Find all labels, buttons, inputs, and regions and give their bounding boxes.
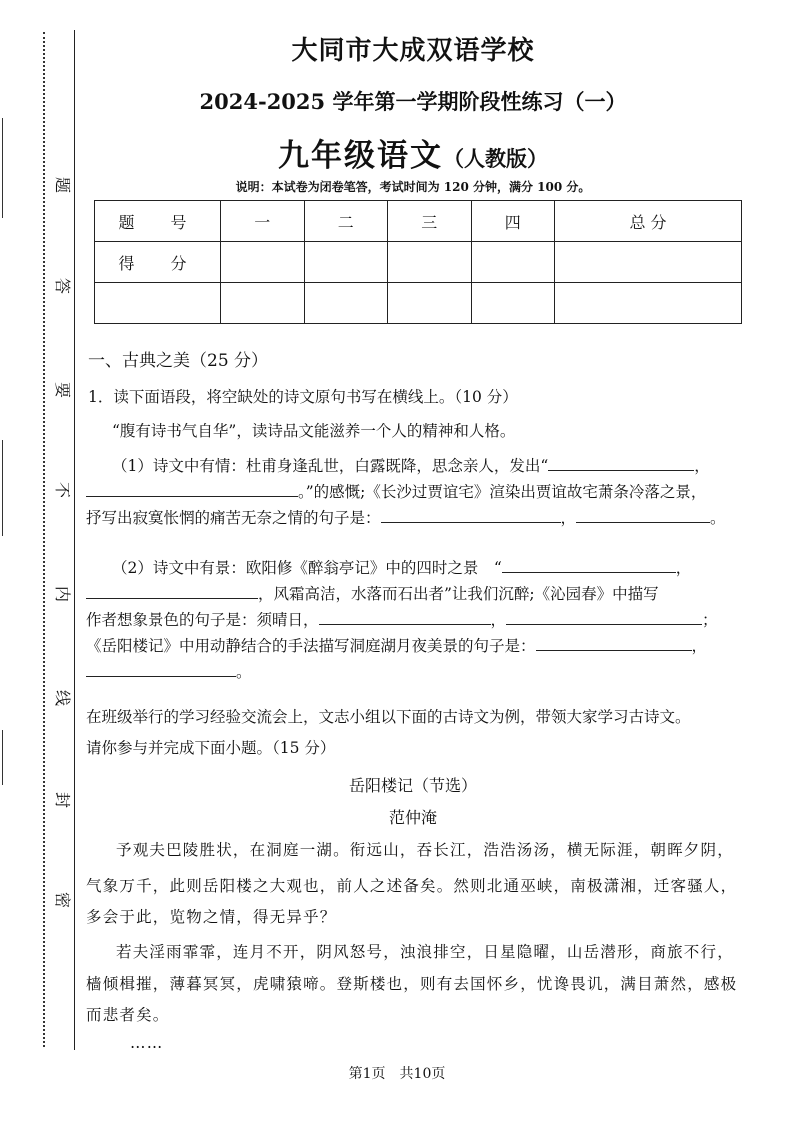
activity-intro-line2: 请你参与并完成下面小题。（15 分） xyxy=(86,739,336,757)
seal-char: 线 xyxy=(53,689,72,706)
score-input-cell[interactable] xyxy=(388,242,472,283)
answer-blank[interactable] xyxy=(506,608,702,625)
term-title: 2024-2025 学年第一学期阶段性练习（一） xyxy=(199,89,627,114)
passage-line: 气象万千，此则岳阳楼之大观也，前人之述备矣。然则北通巫峡，南极潇湘，迁客骚人， xyxy=(86,877,738,895)
question-1-part2-line1 xyxy=(112,556,691,579)
score-table xyxy=(94,200,742,324)
score-input-cell[interactable] xyxy=(471,283,555,324)
punctuation: 。 xyxy=(236,663,252,681)
school-name: 大同市大成双语学校 xyxy=(291,36,535,66)
score-input-cell[interactable] xyxy=(471,242,555,283)
question-text: （2）诗文中有景：欧阳修《醉翁亭记》中的四时之景 “ xyxy=(112,559,502,577)
question-text: ，风霜高洁，水落而石出者”让我们沉醉;《沁园春》中描写 xyxy=(258,585,659,603)
score-input-cell[interactable] xyxy=(304,242,388,283)
seal-char: 要 xyxy=(53,381,72,398)
question-text: 作者想象景色的句子是：须晴日， xyxy=(86,611,319,629)
question-1-intro: “腹有诗书气自华”，读诗品文能滋养一个人的精神和人格。 xyxy=(112,422,516,440)
section-title: 一、古典之美（25 分） xyxy=(88,351,269,371)
dotted-fold-line xyxy=(43,32,45,1047)
punctuation: ， xyxy=(560,509,577,527)
passage-ellipsis: …… xyxy=(130,1034,164,1052)
subject-title xyxy=(86,130,740,175)
punctuation: ， xyxy=(490,611,507,629)
seal-char: 答 xyxy=(53,277,72,294)
edge-fill-line xyxy=(2,730,3,785)
question-text: （1）诗文中有情：杜甫身逢乱世，白露既降，思念亲人，发出“ xyxy=(112,457,549,475)
score-cell-header: 四 xyxy=(471,201,555,242)
edge-fill-line xyxy=(2,118,3,218)
score-table-blank-row xyxy=(95,283,742,324)
score-table-score-row xyxy=(95,242,742,283)
answer-blank[interactable] xyxy=(576,506,710,523)
punctuation: ， xyxy=(675,559,692,577)
answer-blank[interactable] xyxy=(319,608,491,625)
binding-solid-line xyxy=(74,30,75,1050)
page-footer: 第1页 共10页 xyxy=(348,1066,446,1082)
answer-blank[interactable] xyxy=(548,454,694,471)
passage-line: 若夫淫雨霏霏，连月不开，阴风怒号，浊浪排空，日星隐曜，山岳潜形，商旅不行， xyxy=(116,943,734,961)
question-text: 。”的感慨;《长沙过贾谊宅》渲染出贾谊故宅萧条冷落之景， xyxy=(298,483,707,501)
score-cell-label: 题 号 xyxy=(95,201,221,242)
passage-line: 樯倾楫摧，薄暮冥冥，虎啸猿啼。登斯楼也，则有去国怀乡，忧谗畏讥，满目萧然，感极 xyxy=(86,975,738,993)
passage-line: 而悲者矣。 xyxy=(86,1006,170,1024)
question-1-part1-line2 xyxy=(86,480,706,503)
score-input-cell[interactable] xyxy=(304,283,388,324)
answer-blank[interactable] xyxy=(502,556,676,573)
seal-char: 内 xyxy=(53,585,72,602)
question-1-part1-line1 xyxy=(112,454,710,477)
punctuation: 。 xyxy=(710,509,726,527)
seal-char: 封 xyxy=(53,791,72,808)
question-1-prompt: 1．读下面语段，将空缺处的诗文原句书写在横线上。（10 分） xyxy=(88,388,518,406)
score-cell-header: 二 xyxy=(304,201,388,242)
question-text: 抒写出寂寞怅惘的痛苦无奈之情的句子是： xyxy=(86,509,381,527)
score-input-cell[interactable] xyxy=(555,242,742,283)
question-1-part2-line3 xyxy=(86,608,718,631)
activity-intro-line1: 在班级举行的学习经验交流会上，文志小组以下面的古诗文为例，带领大家学习古诗文。 xyxy=(86,708,691,726)
punctuation: ， xyxy=(691,637,708,655)
answer-blank[interactable] xyxy=(381,506,561,523)
score-input-cell[interactable] xyxy=(555,283,742,324)
answer-blank[interactable] xyxy=(86,660,236,677)
passage-line: 多会于此，览物之情，得无异乎？ xyxy=(86,908,337,926)
score-input-cell[interactable] xyxy=(388,283,472,324)
seal-char: 不 xyxy=(53,481,72,498)
score-cell-header: 三 xyxy=(388,201,472,242)
question-1-part2-line4 xyxy=(86,634,707,657)
answer-blank[interactable] xyxy=(536,634,692,651)
score-cell-header: 一 xyxy=(221,201,305,242)
question-text: 《岳阳楼记》中用动静结合的手法描写洞庭湖月夜美景的句子是： xyxy=(86,637,536,655)
punctuation: ， xyxy=(694,457,710,475)
passage-author: 范仲淹 xyxy=(388,808,437,827)
seal-char: 密 xyxy=(53,891,72,908)
score-table-header-row xyxy=(95,201,742,242)
score-input-cell[interactable] xyxy=(95,283,221,324)
question-1-part1-line3 xyxy=(86,506,726,529)
score-input-cell[interactable] xyxy=(221,242,305,283)
exam-instructions: 说明：本试卷为闭卷笔答，考试时间为 120 分钟，满分 100 分。 xyxy=(235,180,591,194)
passage-line: 予观夫巴陵胜状，在洞庭一湖。衔远山，吞长江，浩浩汤汤，横无际涯，朝晖夕阴， xyxy=(116,841,734,859)
passage-title: 岳阳楼记（节选） xyxy=(348,776,477,795)
score-input-cell[interactable] xyxy=(221,283,305,324)
subject-name: 九年级语文 xyxy=(278,138,443,174)
edition-label: （人教版） xyxy=(443,146,548,171)
punctuation: ； xyxy=(702,611,718,629)
score-cell-label: 得 分 xyxy=(95,242,221,283)
answer-blank[interactable] xyxy=(86,480,298,497)
answer-blank[interactable] xyxy=(86,582,258,599)
question-1-part2-line5 xyxy=(86,660,252,683)
seal-char: 题 xyxy=(53,176,72,193)
edge-fill-line xyxy=(2,440,3,536)
question-1-part2-line2 xyxy=(86,582,659,605)
score-cell-header: 总 分 xyxy=(555,201,742,242)
binding-margin xyxy=(0,0,80,1124)
